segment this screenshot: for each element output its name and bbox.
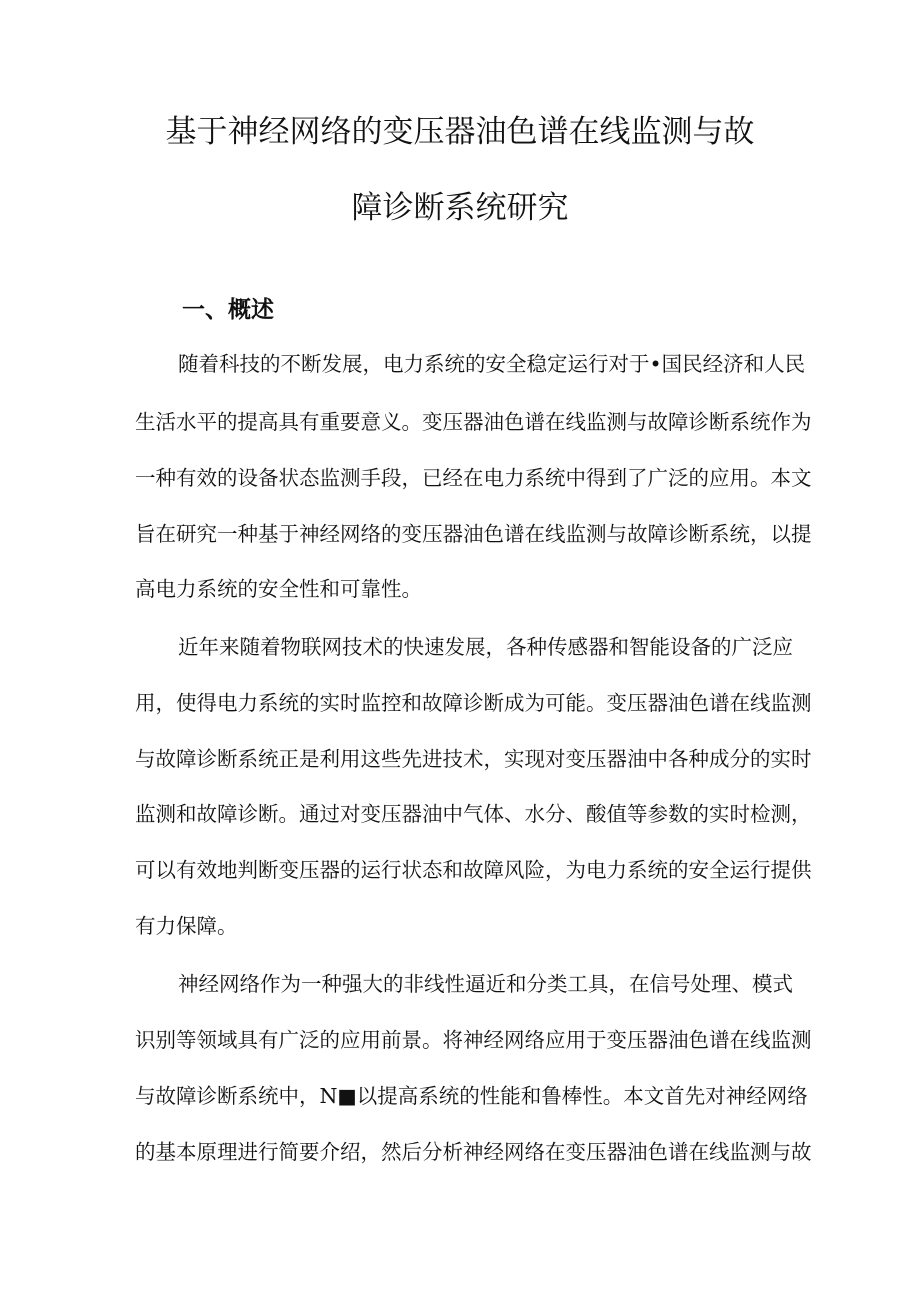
paragraph-1-line: 一种有效的设备状态监测手段，已经在电力系统中得到了广泛的应用。本文 [135,466,812,490]
paragraph-2-line: 可以有效地判断变压器的运行状态和故障风险，为电力系统的安全运行提供 [135,858,812,882]
section-heading: 一、概述 [182,297,274,323]
paragraph-1-line: 旨在研究一种基于神经网络的变压器油色谱在线监测与故障诊断系统，以提 [135,522,812,546]
document-title-line-1: 基于神经网络的变压器油色谱在线监测与故 [165,114,755,150]
paragraph-3-line: 识别等领域具有广泛的应用前景。将神经网络应用于变压器油色谱在线监测 [135,1028,812,1052]
paragraph-3-line: 与故障诊断系统中，N■以提高系统的性能和鲁棒性。本文首先对神经网络 [135,1084,808,1108]
paragraph-3-line: 神经网络作为一种强大的非线性逼近和分类工具，在信号处理、模式 [178,972,793,996]
document-title-line-2: 障诊断系统研究 [351,190,569,226]
paragraph-1-line: 生活水平的提高具有重要意义。变压器油色谱在线监测与故障诊断系统作为 [135,410,812,434]
paragraph-2-line: 有力保障。 [135,914,238,938]
paragraph-3-line: 的基本原理进行简要介绍，然后分析神经网络在变压器油色谱在线监测与故 [135,1140,812,1164]
paragraph-2-line: 用，使得电力系统的实时监控和故障诊断成为可能。变压器油色谱在线监测 [135,691,812,715]
paragraph-2-line: 与故障诊断系统正是利用这些先进技术，实现对变压器油中各种成分的实时 [135,747,812,771]
paragraph-1-line: 随着科技的不断发展，电力系统的安全稳定运行对于•国民经济和人民 [178,352,806,376]
paragraph-2-line: 近年来随着物联网技术的快速发展，各种传感器和智能设备的广泛应 [178,635,793,659]
paragraph-2-line: 监测和故障诊断。通过对变压器油中气体、水分、酸值等参数的实时检测， [135,802,812,826]
paragraph-1-line: 高电力系统的安全性和可靠性。 [135,577,422,601]
